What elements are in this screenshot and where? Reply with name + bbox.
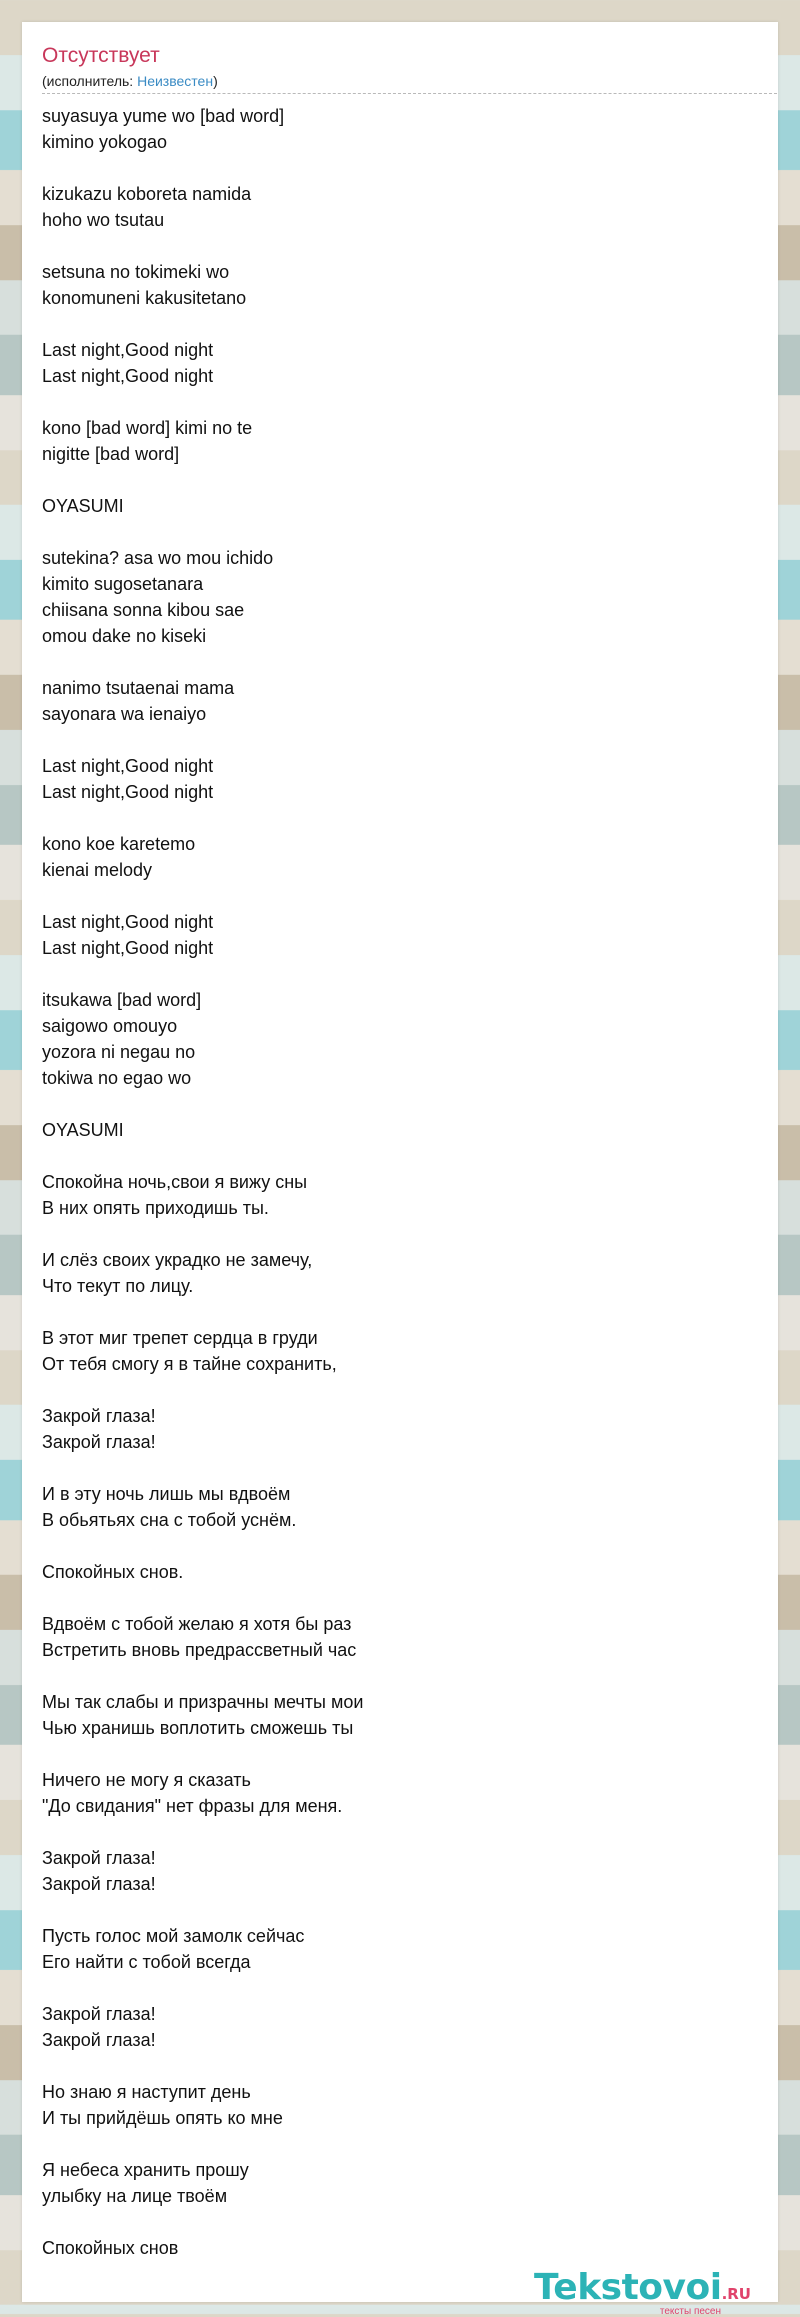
lyric-line: setsuna no tokimeki wo bbox=[42, 262, 230, 282]
lyric-line: От тебя смогу я в тайне сохранить, bbox=[42, 1354, 337, 1374]
title-divider bbox=[42, 93, 777, 94]
stanza-gap bbox=[42, 389, 762, 415]
lyric-line: Встретить вновь предрассветный час bbox=[42, 1640, 357, 1660]
lyrics-sheet bbox=[22, 22, 778, 2317]
lyric-line: Закрой глаза! bbox=[42, 1848, 156, 1868]
lyric-line: В этот миг трепет сердца в груди bbox=[42, 1328, 318, 1348]
logo-domain: .RU bbox=[721, 2285, 751, 2303]
stanza-gap bbox=[42, 1819, 762, 1845]
lyric-line: Мы так слабы и призрачны мечты мои bbox=[42, 1692, 364, 1712]
lyric-line: kimito sugosetanara bbox=[42, 574, 204, 594]
lyric-line: kizukazu koboreta namida bbox=[42, 184, 252, 204]
lyric-line: Last night,Good night bbox=[42, 912, 214, 932]
lyrics-body bbox=[42, 103, 762, 2261]
lyric-line: И ты прийдёшь опять ко мне bbox=[42, 2108, 283, 2128]
artist-suffix: ) bbox=[213, 73, 218, 89]
logo-tagline: тексты песен bbox=[659, 2306, 721, 2317]
lyric-line: Пусть голос мой замолк сейчас bbox=[42, 1926, 305, 1946]
stanza-gap bbox=[42, 1975, 762, 2001]
lyric-line: Last night,Good night bbox=[42, 366, 214, 386]
stanza-gap bbox=[42, 727, 762, 753]
stanza-gap bbox=[42, 233, 762, 259]
lyric-line: omou dake no kiseki bbox=[42, 626, 207, 646]
lyric-line: Закрой глаза! bbox=[42, 2030, 156, 2050]
lyric-line: Закрой глаза! bbox=[42, 1406, 156, 1426]
stanza-gap bbox=[42, 1455, 762, 1481]
lyric-line: Спокойных снов bbox=[42, 2238, 179, 2258]
lyric-line: tokiwa no egao wo bbox=[42, 1068, 192, 1088]
lyric-line: И слёз своих украдко не замечу, bbox=[42, 1250, 313, 1270]
artist-line bbox=[42, 72, 218, 90]
stanza-gap bbox=[42, 311, 762, 337]
lyric-line: В них опять приходишь ты. bbox=[42, 1198, 269, 1218]
lyric-line: В обьятьях сна с тобой уснём. bbox=[42, 1510, 297, 1530]
lyric-line: Закрой глаза! bbox=[42, 2004, 156, 2024]
lyric-line: nanimo tsutaenai mama bbox=[42, 678, 235, 698]
lyric-line: Но знаю я наступит день bbox=[42, 2082, 251, 2102]
stanza-gap bbox=[42, 519, 762, 545]
stanza-gap bbox=[42, 649, 762, 675]
lyric-line: улыбку на лице твоём bbox=[42, 2186, 228, 2206]
lyric-line: kimino yokogao bbox=[42, 132, 168, 152]
lyric-line: Ничего не могу я сказать bbox=[42, 1770, 251, 1790]
lyric-line: Вдвоём с тобой желаю я хотя бы раз bbox=[42, 1614, 352, 1634]
stanza-gap bbox=[42, 467, 762, 493]
lyric-line: Last night,Good night bbox=[42, 340, 214, 360]
lyric-line: sutekina? asa wo mou ichido bbox=[42, 548, 274, 568]
lyric-line: Last night,Good night bbox=[42, 938, 214, 958]
lyric-line: Спокойных снов. bbox=[42, 1562, 184, 1582]
lyric-line: yozora ni negau no bbox=[42, 1042, 196, 1062]
lyric-line: itsukawa [bad word] bbox=[42, 990, 202, 1010]
stanza-gap bbox=[42, 961, 762, 987]
stanza-gap bbox=[42, 2053, 762, 2079]
stanza-gap bbox=[42, 1299, 762, 1325]
lyric-line: kono koe karetemo bbox=[42, 834, 196, 854]
stanza-gap bbox=[42, 805, 762, 831]
lyric-line: Спокойна ночь,свои я вижу сны bbox=[42, 1172, 308, 1192]
lyric-line: OYASUMI bbox=[42, 496, 124, 516]
stanza-gap bbox=[42, 883, 762, 909]
stanza-gap bbox=[42, 1741, 762, 1767]
lyric-line: saigowo omouyo bbox=[42, 1016, 178, 1036]
lyric-line: Закрой глаза! bbox=[42, 1432, 156, 1452]
stanza-gap bbox=[42, 1533, 762, 1559]
lyric-line: suyasuya yume wo [bad word] bbox=[42, 106, 285, 126]
lyric-line: Закрой глаза! bbox=[42, 1874, 156, 1894]
stanza-gap bbox=[42, 1585, 762, 1611]
lyric-line: sayonara wa ienaiyo bbox=[42, 704, 207, 724]
lyric-line: konomuneni kakusitetano bbox=[42, 288, 247, 308]
stanza-gap bbox=[42, 1091, 762, 1117]
lyric-line: kono [bad word] kimi no te bbox=[42, 418, 253, 438]
song-title: Отсутствует bbox=[42, 44, 160, 67]
lyric-line: Last night,Good night bbox=[42, 782, 214, 802]
stanza-gap bbox=[42, 1377, 762, 1403]
lyric-line: chiisana sonna kibou sae bbox=[42, 600, 245, 620]
lyric-line: Его найти с тобой всегда bbox=[42, 1952, 251, 1972]
lyric-line: Чью хранишь воплотить сможешь ты bbox=[42, 1718, 354, 1738]
stanza-gap bbox=[42, 2209, 762, 2235]
lyric-line: Last night,Good night bbox=[42, 756, 214, 776]
lyric-line: Что текут по лицу. bbox=[42, 1276, 194, 1296]
lyric-line: И в эту ночь лишь мы вдвоём bbox=[42, 1484, 291, 1504]
lyric-line: hoho wo tsutau bbox=[42, 210, 165, 230]
artist-link[interactable]: Неизвестен bbox=[137, 73, 214, 89]
lyric-line: Я небеса хранить прошу bbox=[42, 2160, 249, 2180]
lyric-line: "До свидания" нет фразы для меня. bbox=[42, 1796, 343, 1816]
lyric-line: kienai melody bbox=[42, 860, 153, 880]
logo-name: Tekstovoi bbox=[534, 2267, 722, 2308]
artist-prefix: (исполнитель: bbox=[42, 73, 138, 89]
stanza-gap bbox=[42, 1221, 762, 1247]
site-logo[interactable] bbox=[534, 2267, 751, 2317]
stanza-gap bbox=[42, 155, 762, 181]
stanza-gap bbox=[42, 2131, 762, 2157]
lyric-line: nigitte [bad word] bbox=[42, 444, 180, 464]
stanza-gap bbox=[42, 1897, 762, 1923]
lyric-line: OYASUMI bbox=[42, 1120, 124, 1140]
stanza-gap bbox=[42, 1143, 762, 1169]
stanza-gap bbox=[42, 1663, 762, 1689]
